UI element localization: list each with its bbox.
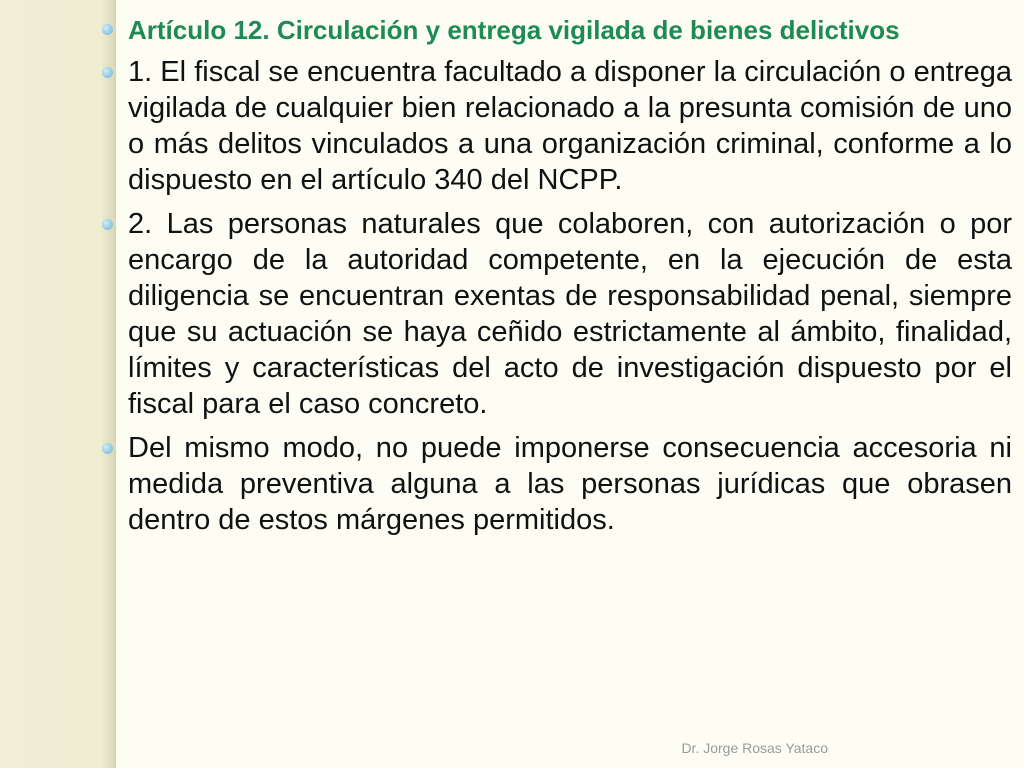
bullet-item <box>128 54 1012 198</box>
side-bar <box>0 0 114 768</box>
paragraph-text: 1. El fiscal se encuentra facultado a disponer la circulación o entrega vigilada de cualquier bien relacionado a la presunta comisión de uno o más delitos vinculados a una organización criminal, conforme a lo dispuesto en el artículo 340 del NCPP. <box>128 56 1012 196</box>
footer-author: Dr. Jorge Rosas Yataco <box>681 740 828 756</box>
side-bar-edge <box>114 0 116 768</box>
bullet-item-heading <box>128 14 1012 46</box>
bullet-item <box>128 206 1012 422</box>
bullet-icon <box>102 67 113 78</box>
slide-content <box>128 14 1012 546</box>
bullet-icon <box>102 24 113 35</box>
paragraph-text: 2. Las personas naturales que colaboren, con autorización o por encargo de la autoridad competente, en la ejecución de esta diligencia se encuentran exentas de responsabilidad penal, siempre que su actuación se haya ceñido estrictamente al ámbito, finalidad, límites y características del acto de investigación dispuesto por el fiscal para el caso concreto. <box>128 208 1012 420</box>
bullet-item <box>128 430 1012 538</box>
bullet-icon <box>102 219 113 230</box>
paragraph-text: Del mismo modo, no puede imponerse consecuencia accesoria ni medida preventiva alguna a las personas jurídicas que obrasen dentro de estos márgenes permitidos. <box>128 432 1012 536</box>
bullet-icon <box>102 443 113 454</box>
article-heading: Artículo 12. Circulación y entrega vigilada de bienes delictivos <box>128 15 900 45</box>
